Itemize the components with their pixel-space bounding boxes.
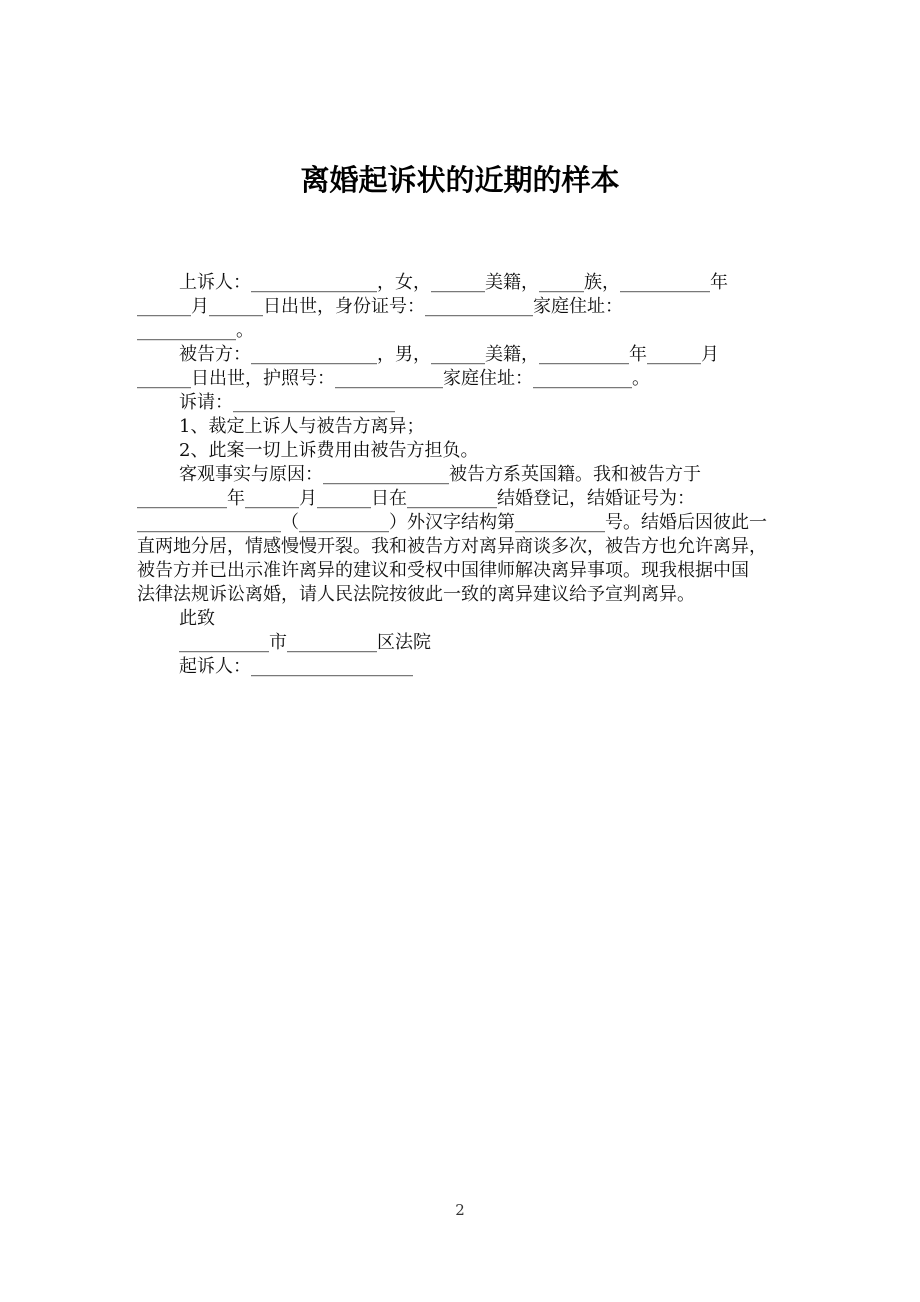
text-line-defendant: 被告方：______________，男，______美籍，__________年______月 xyxy=(179,344,719,365)
text-line-court: __________市__________区法院 xyxy=(179,632,431,653)
text-line-defendant-2: ______日出世，护照号：____________家庭住址：___________。 xyxy=(137,368,650,389)
text-line-claim-item-2: 2、此案一切上诉费用由被告方担负。 xyxy=(179,440,479,461)
text-line-plaintiff-3: ___________。 xyxy=(137,320,254,341)
page-number: 2 xyxy=(455,1201,465,1219)
text-line-facts-6: 法律法规诉讼离婚，请人民法院按彼此一致的离异建议给予宣判离异。 xyxy=(137,584,695,605)
text-line-petitioner: 起诉人：__________________ xyxy=(179,656,413,677)
text-line-salute: 此致 xyxy=(179,608,215,629)
text-line-claim-item-1: 1、裁定上诉人与被告方离异； xyxy=(179,416,425,437)
text-line-facts-5: 被告方并已出示准许离异的建议和受权中国律师解决离异事项。现我根据中国 xyxy=(137,560,749,581)
text-line-plaintiff-2: ______月______日出世，身份证号：____________家庭住址： xyxy=(137,296,623,317)
text-line-facts: 客观事实与原因：______________被告方系英国籍。我和被告方于 xyxy=(179,464,701,485)
text-line-facts-2: __________年______月______日在__________结婚登记，结婚证号为： xyxy=(137,488,695,509)
document-body xyxy=(137,271,783,679)
document-title: 离婚起诉状的近期的样本 xyxy=(300,163,620,197)
text-line-facts-3: ________________（__________）外汉字结构第__________号。结婚后因彼此一 xyxy=(137,512,767,533)
text-line-claim: 诉请：__________________ xyxy=(179,392,395,413)
text-line-plaintiff: 上诉人：______________，女，______美籍，_____族，__________年 xyxy=(179,272,728,293)
text-line-facts-4: 直两地分居，情感慢慢开裂。我和被告方对离异商谈多次，被告方也允许离异， xyxy=(137,536,767,557)
